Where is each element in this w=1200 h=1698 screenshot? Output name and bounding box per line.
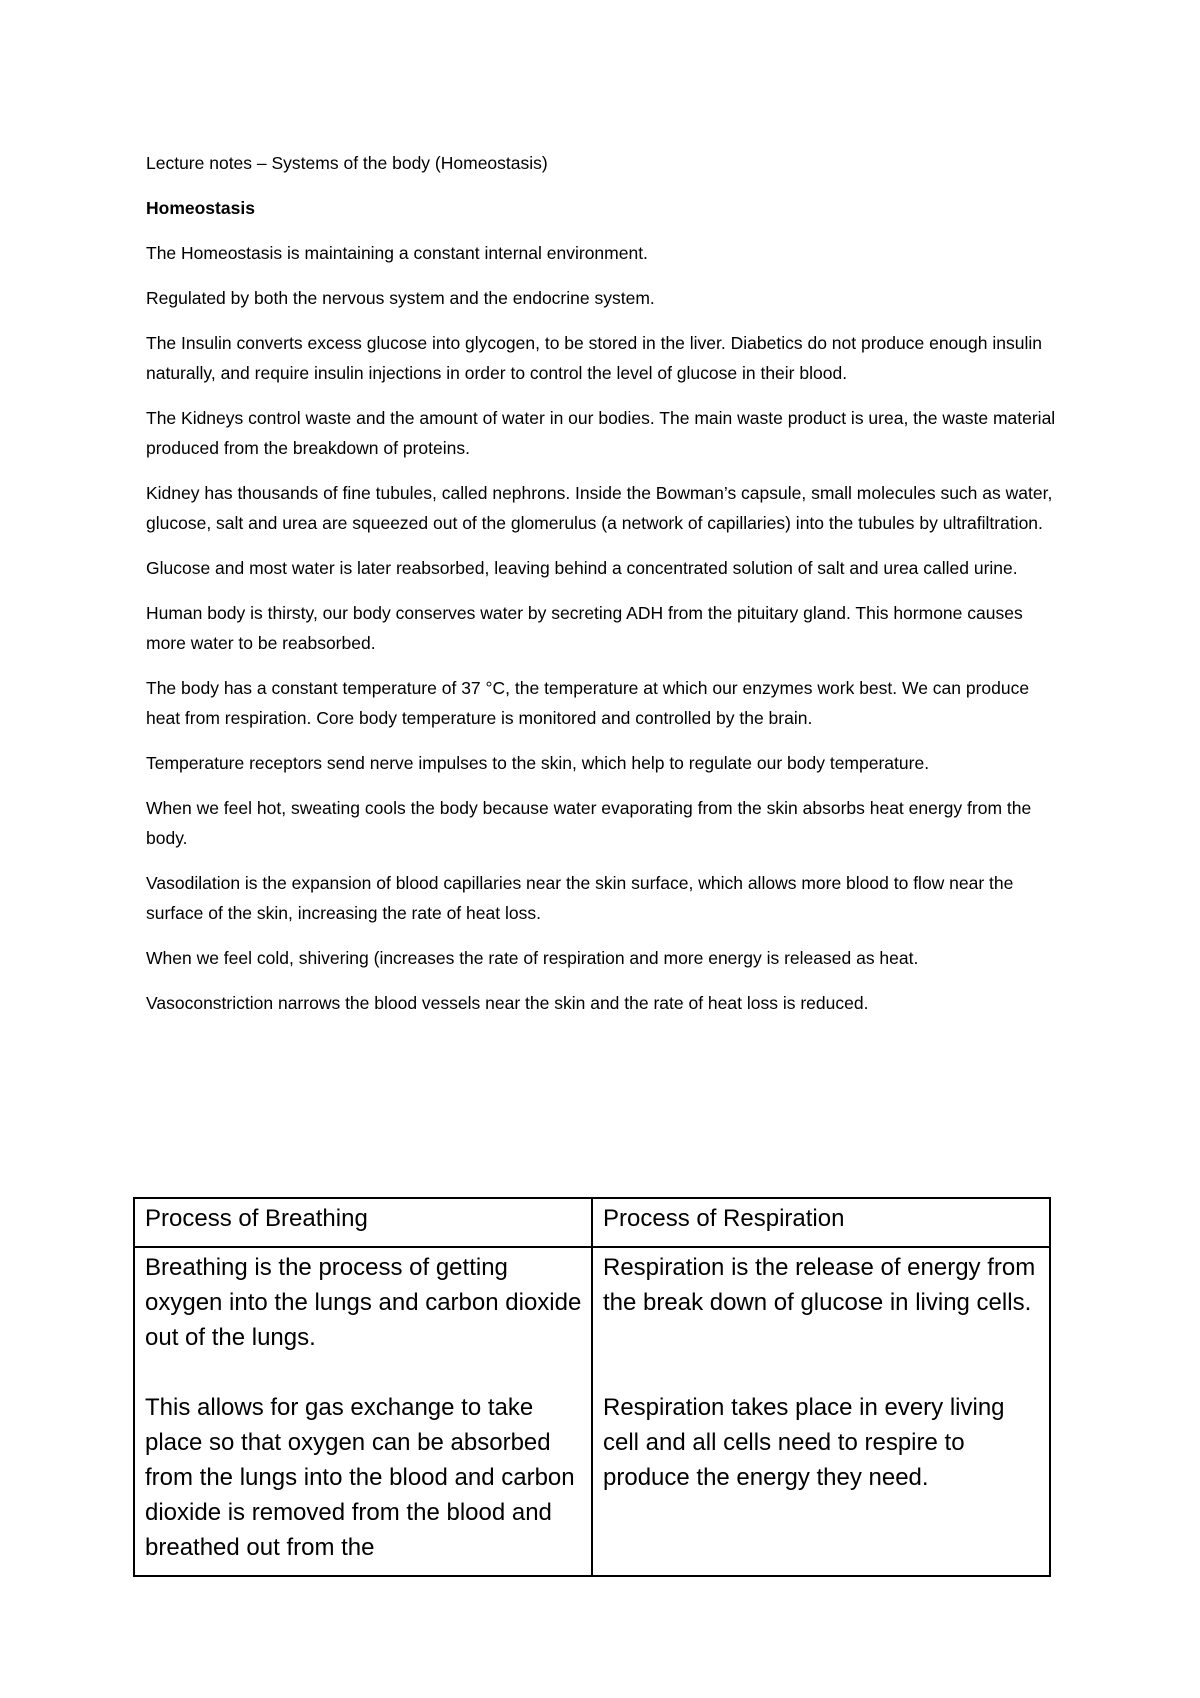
paragraph: The Kidneys control waste and the amount of water in our bodies. The main waste product is urea, the waste material produced from the breakdown of proteins. [146,408,1056,458]
spacer [603,1355,1040,1390]
document-title: Lecture notes – Systems of the body (Homeostasis) [146,153,548,173]
paragraph: Vasoconstriction narrows the blood vessels near the skin and the rate of heat loss is reduced. [146,993,869,1013]
header-respiration: Process of Respiration [592,1198,1050,1247]
respiration-cell [592,1247,1050,1576]
paragraph: Regulated by both the nervous system and the endocrine system. [146,288,655,308]
section-heading: Homeostasis [146,198,255,218]
lecture-notes [146,148,1066,1033]
paragraph: The Homeostasis is maintaining a constant internal environment. [146,243,648,263]
spacer [145,1355,582,1390]
table-header-row [134,1198,1050,1247]
paragraph: Human body is thirsty, our body conserves water by secreting ADH from the pituitary gland. This hormone causes more water to be reabsorbed. [146,603,1023,653]
breathing-cell [134,1247,592,1576]
paragraph: The Insulin converts excess glucose into glycogen, to be stored in the liver. Diabetics do not produce enough insulin naturally, and require insulin injections in order to control the level of glucose in their blood. [146,333,1042,383]
paragraph: Glucose and most water is later reabsorbed, leaving behind a concentrated solution of salt and urea called urine. [146,558,1018,578]
header-breathing: Process of Breathing [134,1198,592,1247]
paragraph: When we feel cold, shivering (increases the rate of respiration and more energy is released as heat. [146,948,919,968]
paragraph: Temperature receptors send nerve impulses to the skin, which help to regulate our body temperature. [146,753,930,773]
table-row [134,1247,1050,1576]
spacer [603,1320,1040,1355]
comparison-table [133,1197,1051,1577]
respiration-text: Respiration is the release of energy from the break down of glucose in living cells. [603,1254,1036,1316]
paragraph: The body has a constant temperature of 37 °C, the temperature at which our enzymes work best. We can produce heat from respiration. Core body temperature is monitored and controlled by the brain. [146,678,1030,728]
breathing-text: Breathing is the process of getting oxygen into the lungs and carbon dioxide out of the lungs. [145,1254,582,1351]
respiration-text: Respiration takes place in every living cell and all cells need to respire to produce the energy they need. [603,1394,1005,1491]
paragraph: Vasodilation is the expansion of blood capillaries near the skin surface, which allows more blood to flow near the surface of the skin, increasing the rate of heat loss. [146,873,1014,923]
paragraph: Kidney has thousands of fine tubules, called nephrons. Inside the Bowman’s capsule, small molecules such as water, glucose, salt and urea are squeezed out of the glomerulus (a network of capillaries) into the tubules by ultrafiltration. [146,483,1053,533]
paragraph: When we feel hot, sweating cools the body because water evaporating from the skin absorbs heat energy from the body. [146,798,1032,848]
breathing-text: This allows for gas exchange to take place so that oxygen can be absorbed from the lungs into the blood and carbon dioxide is removed from the blood and breathed out from the [145,1394,575,1561]
